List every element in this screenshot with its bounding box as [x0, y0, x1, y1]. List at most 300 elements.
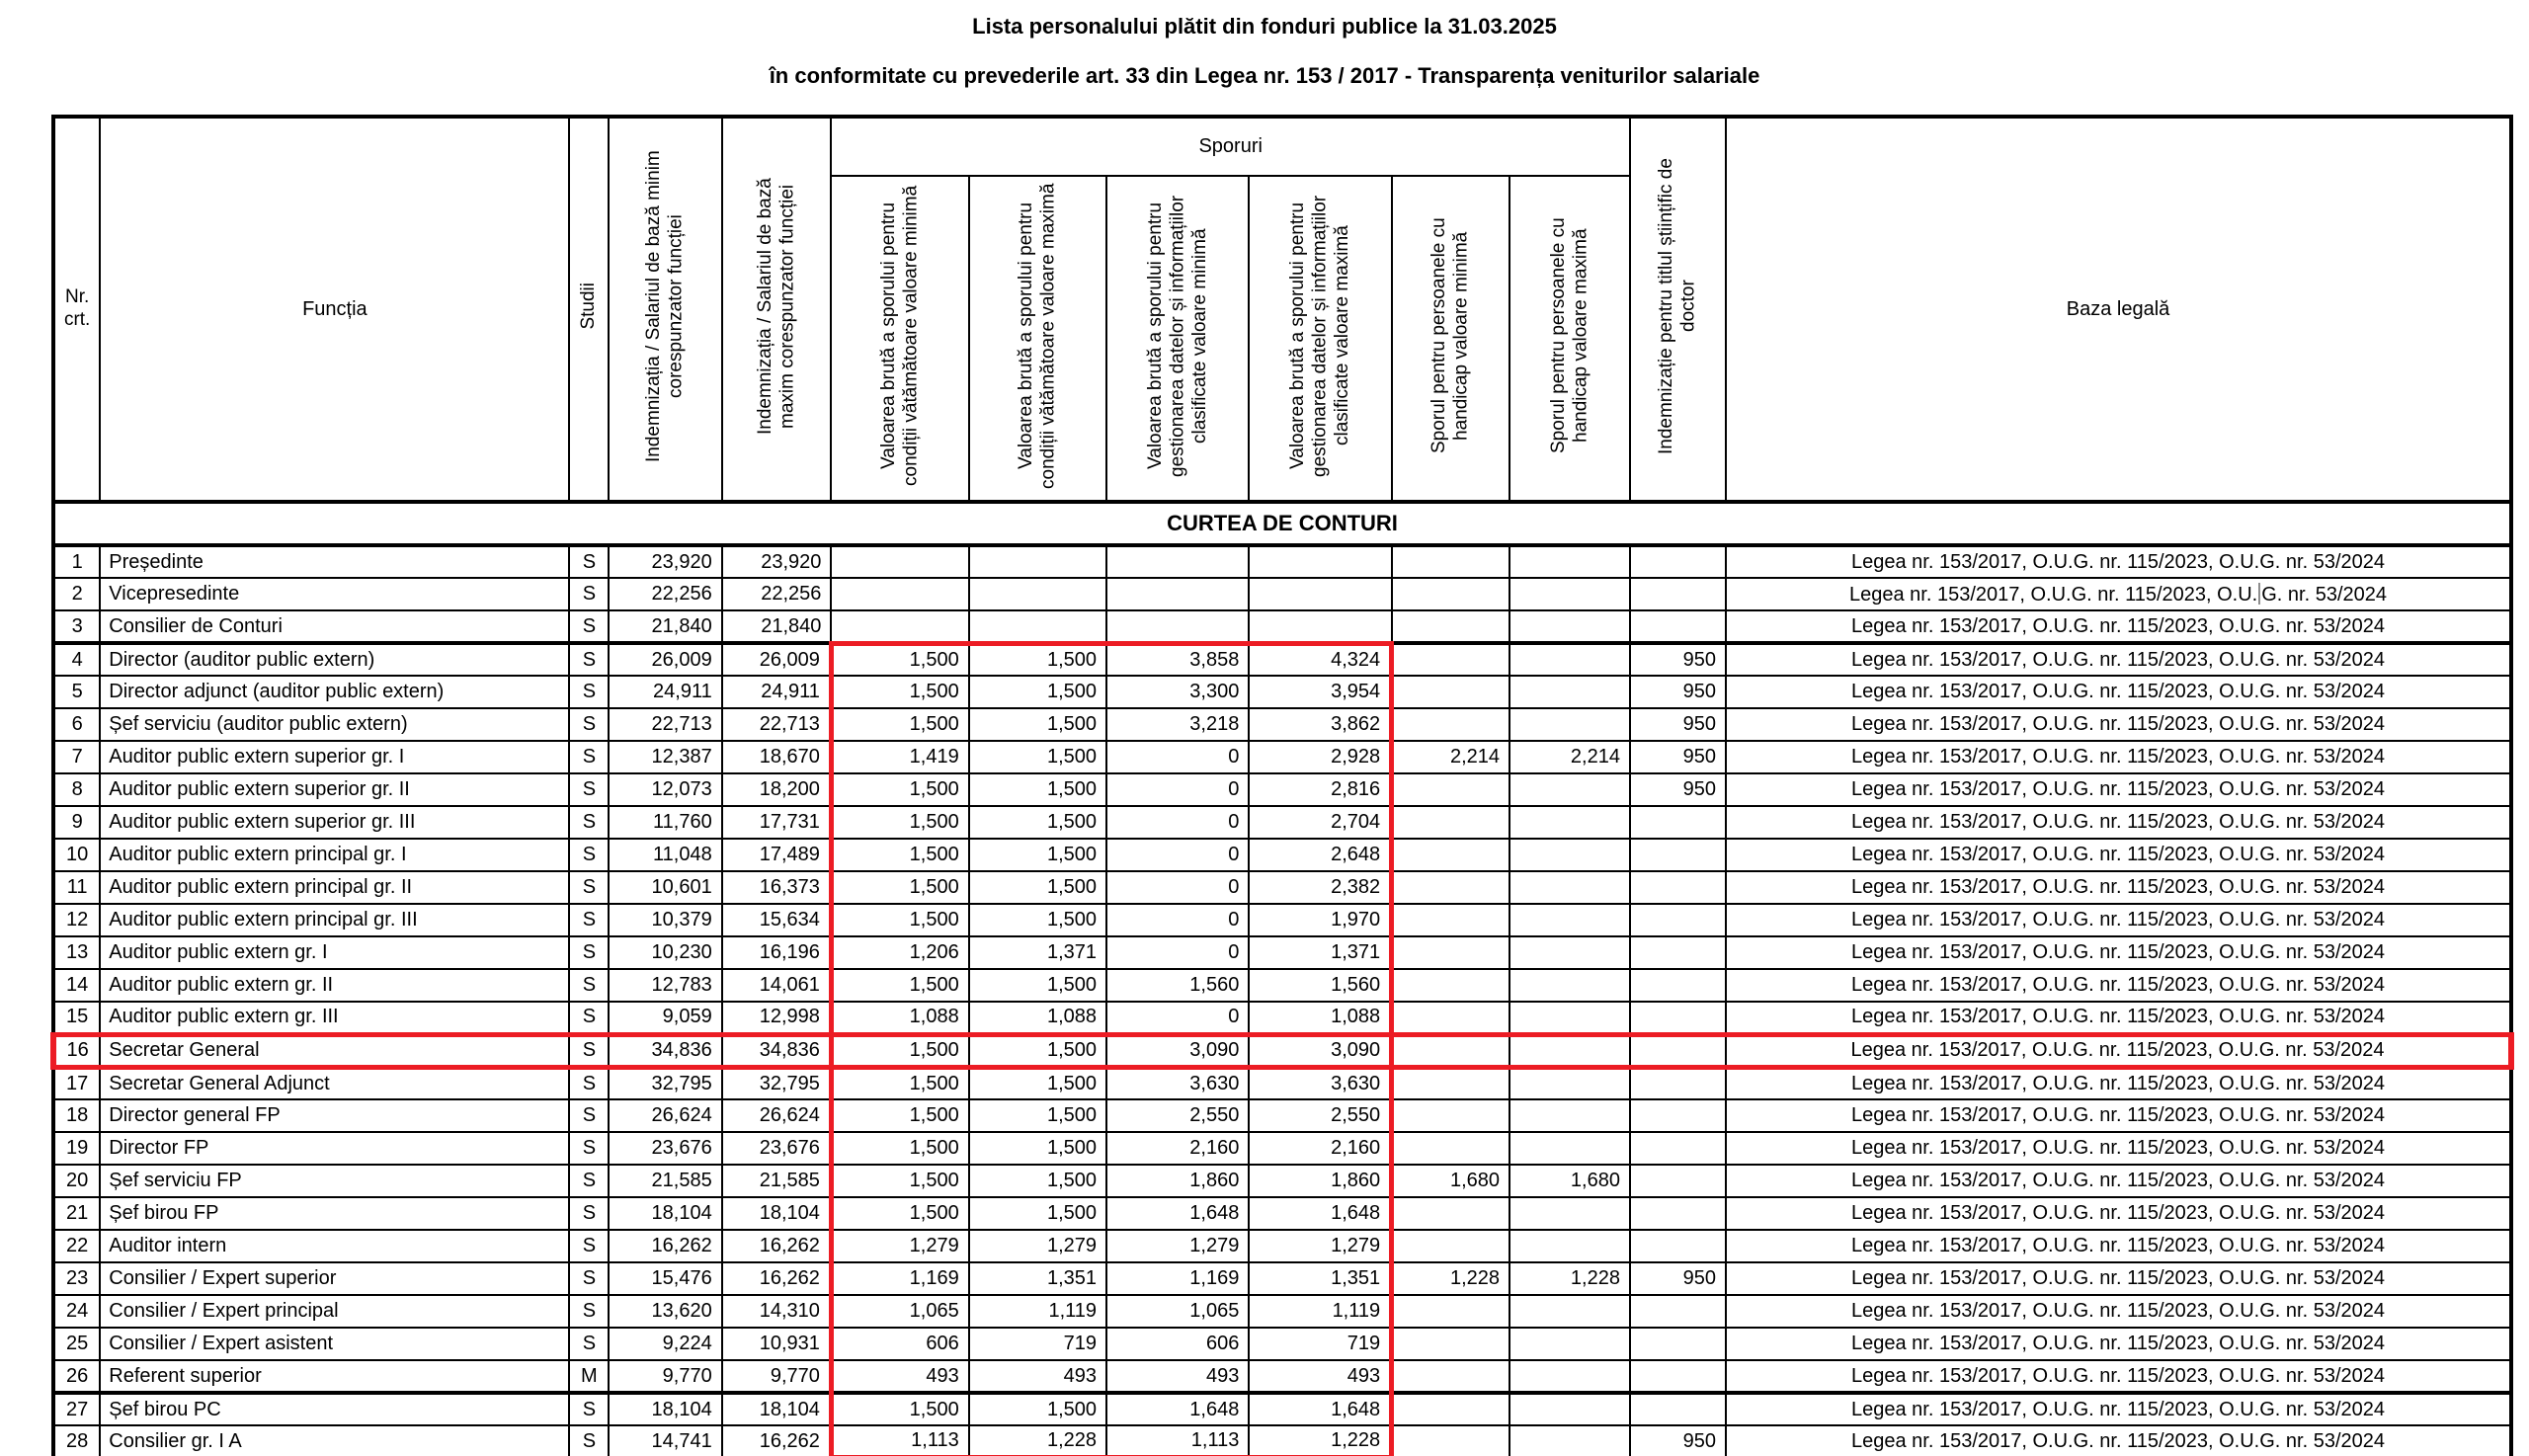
- cell-handicap-max: [1509, 610, 1630, 643]
- cell-min-salary: 10,601: [609, 871, 721, 904]
- cell-spor-gest-max: 1,228: [1249, 1425, 1391, 1456]
- cell-spor-cond-max: 1,500: [969, 839, 1106, 871]
- table-row: [53, 839, 2511, 871]
- cell-nr: 22: [53, 1230, 100, 1262]
- cell-spor-cond-min: 1,500: [831, 1034, 968, 1067]
- cell-handicap-max: [1509, 1034, 1630, 1067]
- cell-handicap-min: [1392, 676, 1509, 708]
- cell-min-salary: 18,104: [609, 1393, 721, 1425]
- cell-spor-cond-min: 1,419: [831, 741, 968, 773]
- cell-studii: S: [569, 545, 609, 578]
- cell-min-salary: 12,387: [609, 741, 721, 773]
- cell-spor-cond-min: 1,500: [831, 969, 968, 1002]
- table-row: [53, 1425, 2511, 1456]
- cell-spor-gest-min: 1,113: [1106, 1425, 1249, 1456]
- cell-spor-cond-max: 1,500: [969, 1034, 1106, 1067]
- cell-studii: S: [569, 1230, 609, 1262]
- cell-functie: Auditor public extern principal gr. II: [100, 871, 569, 904]
- cell-handicap-max: [1509, 1328, 1630, 1360]
- table-row: [53, 676, 2511, 708]
- cell-spor-cond-min: 1,088: [831, 1002, 968, 1034]
- cell-spor-cond-max: [969, 545, 1106, 578]
- cell-min-salary: 9,770: [609, 1360, 721, 1393]
- cell-max-salary: 16,196: [722, 936, 832, 969]
- table-row: [53, 1132, 2511, 1165]
- col-header-spor-cond-min: Valoarea brută a sporului pentru condiții vătămătoare valoare minimă: [831, 176, 968, 502]
- table-row: [53, 741, 2511, 773]
- cell-baza-legala: Legea nr. 153/2017, O.U.G. nr. 115/2023, O.U.G. nr. 53/2024: [1726, 708, 2511, 741]
- cell-baza-legala: Legea nr. 153/2017, O.U.G. nr. 115/2023, O.U.G. nr. 53/2024: [1726, 1197, 2511, 1230]
- cell-doctor: [1630, 904, 1726, 936]
- cell-spor-gest-min: 1,279: [1106, 1230, 1249, 1262]
- cell-functie: Auditor intern: [100, 1230, 569, 1262]
- cell-min-salary: 15,476: [609, 1262, 721, 1295]
- cell-nr: 18: [53, 1099, 100, 1132]
- cell-doctor: [1630, 1132, 1726, 1165]
- cell-spor-gest-min: 0: [1106, 741, 1249, 773]
- cell-studii: S: [569, 1132, 609, 1165]
- header-group-row: [53, 117, 2511, 176]
- cell-studii: S: [569, 741, 609, 773]
- cell-studii: M: [569, 1360, 609, 1393]
- cell-spor-cond-max: [969, 610, 1106, 643]
- cell-spor-cond-max: 1,500: [969, 904, 1106, 936]
- cell-min-salary: 34,836: [609, 1034, 721, 1067]
- cell-handicap-max: [1509, 1425, 1630, 1456]
- cell-nr: 28: [53, 1425, 100, 1456]
- cell-max-salary: 24,911: [722, 676, 832, 708]
- cell-baza-legala: Legea nr. 153/2017, O.U.G. nr. 115/2023, O.U.G. nr. 53/2024: [1726, 1132, 2511, 1165]
- cell-functie: Referent superior: [100, 1360, 569, 1393]
- table-row: [53, 643, 2511, 676]
- table-row: [53, 610, 2511, 643]
- cell-functie: Președinte: [100, 545, 569, 578]
- cell-spor-cond-max: 1,500: [969, 1099, 1106, 1132]
- cell-spor-cond-min: 1,500: [831, 806, 968, 839]
- cell-studii: S: [569, 1067, 609, 1099]
- col-header-spor-gest-max: Valoarea brută a sporului pentru gestionarea datelor și informațiilor clasificate valoare maximă: [1249, 176, 1391, 502]
- cell-spor-gest-min: 1,648: [1106, 1197, 1249, 1230]
- cell-baza-legala: Legea nr. 153/2017, O.U.G. nr. 115/2023, O.U.G. nr. 53/2024: [1726, 1067, 2511, 1099]
- cell-min-salary: 23,676: [609, 1132, 721, 1165]
- col-header-functie: Funcția: [100, 117, 569, 502]
- cell-doctor: 950: [1630, 1262, 1726, 1295]
- cell-doctor: [1630, 1230, 1726, 1262]
- cell-handicap-min: 1,680: [1392, 1165, 1509, 1197]
- cell-studii: S: [569, 1034, 609, 1067]
- cell-spor-cond-max: 1,500: [969, 741, 1106, 773]
- cell-baza-legala: Legea nr. 153/2017, O.U.G. nr. 115/2023, O.U.G. nr. 53/2024: [1726, 1360, 2511, 1393]
- table-row: [53, 1230, 2511, 1262]
- cell-studii: S: [569, 578, 609, 610]
- table-row: [53, 806, 2511, 839]
- cell-spor-gest-max: 2,816: [1249, 773, 1391, 806]
- cell-spor-cond-max: 1,500: [969, 1393, 1106, 1425]
- cell-max-salary: 23,920: [722, 545, 832, 578]
- cell-studii: S: [569, 773, 609, 806]
- cell-handicap-min: [1392, 969, 1509, 1002]
- cell-doctor: [1630, 806, 1726, 839]
- cell-spor-gest-max: 2,704: [1249, 806, 1391, 839]
- cell-spor-cond-max: 1,500: [969, 676, 1106, 708]
- cell-functie: Șef serviciu (auditor public extern): [100, 708, 569, 741]
- cell-max-salary: 26,009: [722, 643, 832, 676]
- cell-doctor: 950: [1630, 643, 1726, 676]
- cell-min-salary: 12,073: [609, 773, 721, 806]
- cell-handicap-min: [1392, 610, 1509, 643]
- text-caret-artifact: [2258, 583, 2260, 605]
- cell-spor-gest-min: [1106, 610, 1249, 643]
- cell-baza-legala: Legea nr. 153/2017, O.U.G. nr. 115/2023, O.U.G. nr. 53/2024: [1726, 1099, 2511, 1132]
- cell-spor-gest-min: 1,648: [1106, 1393, 1249, 1425]
- cell-spor-gest-max: 2,928: [1249, 741, 1391, 773]
- cell-max-salary: 21,840: [722, 610, 832, 643]
- cell-handicap-max: [1509, 1393, 1630, 1425]
- cell-spor-gest-min: [1106, 578, 1249, 610]
- cell-spor-gest-max: [1249, 545, 1391, 578]
- cell-studii: S: [569, 708, 609, 741]
- cell-studii: S: [569, 1328, 609, 1360]
- cell-max-salary: 18,670: [722, 741, 832, 773]
- cell-nr: 23: [53, 1262, 100, 1295]
- cell-spor-gest-min: 2,160: [1106, 1132, 1249, 1165]
- cell-spor-gest-min: 0: [1106, 904, 1249, 936]
- cell-max-salary: 14,061: [722, 969, 832, 1002]
- cell-handicap-max: [1509, 806, 1630, 839]
- cell-max-salary: 15,634: [722, 904, 832, 936]
- cell-spor-cond-min: 1,500: [831, 871, 968, 904]
- col-header-min-salary: Indemnizația / Salariul de bază minim corespunzator funcției: [609, 117, 721, 502]
- cell-handicap-max: [1509, 1197, 1630, 1230]
- cell-min-salary: 32,795: [609, 1067, 721, 1099]
- cell-spor-cond-min: 1,500: [831, 1099, 968, 1132]
- cell-min-salary: 18,104: [609, 1197, 721, 1230]
- cell-max-salary: 23,676: [722, 1132, 832, 1165]
- cell-studii: S: [569, 1393, 609, 1425]
- table-row: [53, 1295, 2511, 1328]
- cell-spor-cond-min: 1,279: [831, 1230, 968, 1262]
- cell-spor-gest-max: 1,119: [1249, 1295, 1391, 1328]
- cell-nr: 17: [53, 1067, 100, 1099]
- cell-baza-legala: Legea nr. 153/2017, O.U.G. nr. 115/2023, O.U.G. nr. 53/2024: [1726, 1165, 2511, 1197]
- cell-studii: S: [569, 1165, 609, 1197]
- cell-spor-gest-min: 0: [1106, 1002, 1249, 1034]
- cell-doctor: [1630, 969, 1726, 1002]
- cell-handicap-max: 2,214: [1509, 741, 1630, 773]
- cell-handicap-max: [1509, 773, 1630, 806]
- cell-nr: 24: [53, 1295, 100, 1328]
- cell-handicap-min: [1392, 708, 1509, 741]
- cell-handicap-max: [1509, 1295, 1630, 1328]
- cell-doctor: [1630, 578, 1726, 610]
- cell-max-salary: 16,262: [722, 1262, 832, 1295]
- cell-spor-gest-max: 1,560: [1249, 969, 1391, 1002]
- cell-handicap-min: [1392, 1034, 1509, 1067]
- cell-studii: S: [569, 904, 609, 936]
- cell-handicap-min: [1392, 578, 1509, 610]
- cell-functie: Director adjunct (auditor public extern): [100, 676, 569, 708]
- cell-nr: 6: [53, 708, 100, 741]
- cell-spor-cond-max: 1,279: [969, 1230, 1106, 1262]
- cell-functie: Consilier / Expert asistent: [100, 1328, 569, 1360]
- cell-functie: Director (auditor public extern): [100, 643, 569, 676]
- cell-spor-gest-max: 3,954: [1249, 676, 1391, 708]
- cell-spor-cond-min: 1,500: [831, 1165, 968, 1197]
- cell-doctor: 950: [1630, 1425, 1726, 1456]
- table-row: [53, 871, 2511, 904]
- cell-min-salary: 11,048: [609, 839, 721, 871]
- cell-spor-cond-min: 1,500: [831, 1197, 968, 1230]
- cell-max-salary: 18,200: [722, 773, 832, 806]
- cell-handicap-max: 1,680: [1509, 1165, 1630, 1197]
- cell-baza-legala: Legea nr. 153/2017, O.U.G. nr. 115/2023, O.U.G. nr. 53/2024: [1726, 1262, 2511, 1295]
- salary-table: [50, 115, 2514, 1456]
- cell-doctor: [1630, 1067, 1726, 1099]
- cell-min-salary: 10,230: [609, 936, 721, 969]
- section-header-row: [53, 502, 2511, 545]
- table-row: [53, 578, 2511, 610]
- cell-doctor: [1630, 839, 1726, 871]
- cell-spor-cond-max: 1,500: [969, 969, 1106, 1002]
- cell-handicap-min: [1392, 1230, 1509, 1262]
- cell-studii: S: [569, 806, 609, 839]
- cell-baza-legala: Legea nr. 153/2017, O.U.G. nr. 115/2023, O.U.G. nr. 53/2024: [1726, 741, 2511, 773]
- cell-studii: S: [569, 871, 609, 904]
- cell-doctor: 950: [1630, 773, 1726, 806]
- cell-baza-legala: Legea nr. 153/2017, O.U.G. nr. 115/2023, O.U.G. nr. 53/2024: [1726, 1328, 2511, 1360]
- cell-spor-cond-max: 1,119: [969, 1295, 1106, 1328]
- cell-handicap-min: [1392, 936, 1509, 969]
- cell-studii: S: [569, 1425, 609, 1456]
- cell-spor-cond-max: 1,228: [969, 1425, 1106, 1456]
- table-row: [53, 1165, 2511, 1197]
- col-header-studii: Studii: [569, 117, 609, 502]
- cell-nr: 21: [53, 1197, 100, 1230]
- cell-spor-gest-min: 1,169: [1106, 1262, 1249, 1295]
- col-header-nr: Nr. crt.: [53, 117, 100, 502]
- cell-nr: 2: [53, 578, 100, 610]
- cell-spor-cond-min: 1,500: [831, 1132, 968, 1165]
- cell-handicap-min: [1392, 1067, 1509, 1099]
- cell-spor-gest-max: 2,382: [1249, 871, 1391, 904]
- cell-spor-cond-max: 1,371: [969, 936, 1106, 969]
- cell-handicap-max: [1509, 643, 1630, 676]
- table-row: [53, 545, 2511, 578]
- cell-spor-gest-max: 1,860: [1249, 1165, 1391, 1197]
- cell-functie: Auditor public extern gr. I: [100, 936, 569, 969]
- document-title: Lista personalului plătit din fonduri publice la 31.03.2025: [972, 14, 1557, 39]
- cell-spor-cond-min: 1,500: [831, 773, 968, 806]
- cell-handicap-max: [1509, 1132, 1630, 1165]
- cell-spor-cond-max: 1,088: [969, 1002, 1106, 1034]
- cell-doctor: [1630, 1002, 1726, 1034]
- cell-handicap-max: [1509, 969, 1630, 1002]
- table-row: [53, 1360, 2511, 1393]
- cell-spor-gest-min: [1106, 545, 1249, 578]
- cell-spor-gest-max: 1,371: [1249, 936, 1391, 969]
- cell-nr: 14: [53, 969, 100, 1002]
- cell-handicap-min: [1392, 904, 1509, 936]
- cell-functie: Auditor public extern superior gr. II: [100, 773, 569, 806]
- cell-spor-cond-min: [831, 610, 968, 643]
- cell-min-salary: 9,059: [609, 1002, 721, 1034]
- cell-spor-cond-min: [831, 545, 968, 578]
- cell-handicap-min: [1392, 1197, 1509, 1230]
- cell-handicap-min: [1392, 1002, 1509, 1034]
- cell-max-salary: 32,795: [722, 1067, 832, 1099]
- cell-baza-legala: Legea nr. 153/2017, O.U.G. nr. 115/2023, O.U.G. nr. 53/2024: [1726, 1295, 2511, 1328]
- cell-spor-cond-min: 493: [831, 1360, 968, 1393]
- cell-spor-gest-min: 2,550: [1106, 1099, 1249, 1132]
- col-header-handicap-min: Sporul pentru persoanele cu handicap valoare minimă: [1392, 176, 1509, 502]
- section-title: CURTEA DE CONTURI: [53, 502, 2511, 545]
- cell-handicap-max: [1509, 708, 1630, 741]
- document-subtitle: în conformitate cu prevederile art. 33 din Legea nr. 153 / 2017 - Transparența veniturilor salariale: [769, 63, 1760, 88]
- cell-functie: Auditor public extern principal gr. III: [100, 904, 569, 936]
- cell-studii: S: [569, 643, 609, 676]
- cell-min-salary: 9,224: [609, 1328, 721, 1360]
- cell-min-salary: 16,262: [609, 1230, 721, 1262]
- cell-spor-gest-min: 493: [1106, 1360, 1249, 1393]
- cell-doctor: [1630, 610, 1726, 643]
- table-row: [53, 708, 2511, 741]
- cell-baza-legala: Legea nr. 153/2017, O.U.G. nr. 115/2023, O.U.G. nr. 53/2024: [1726, 1425, 2511, 1456]
- cell-baza-legala: Legea nr. 153/2017, O.U.G. nr. 115/2023, O.U.G. nr. 53/2024: [1726, 839, 2511, 871]
- cell-functie: Secretar General Adjunct: [100, 1067, 569, 1099]
- cell-spor-gest-max: 1,351: [1249, 1262, 1391, 1295]
- cell-spor-gest-max: [1249, 610, 1391, 643]
- cell-functie: Director FP: [100, 1132, 569, 1165]
- cell-min-salary: 22,256: [609, 578, 721, 610]
- cell-handicap-max: [1509, 839, 1630, 871]
- cell-spor-gest-min: 3,090: [1106, 1034, 1249, 1067]
- cell-handicap-max: 1,228: [1509, 1262, 1630, 1295]
- cell-doctor: 950: [1630, 676, 1726, 708]
- cell-max-salary: 22,256: [722, 578, 832, 610]
- cell-handicap-max: [1509, 1067, 1630, 1099]
- table-row: [53, 1002, 2511, 1034]
- cell-nr: 7: [53, 741, 100, 773]
- cell-handicap-min: [1392, 1099, 1509, 1132]
- table-row: [53, 936, 2511, 969]
- cell-spor-gest-max: 2,160: [1249, 1132, 1391, 1165]
- cell-spor-gest-max: 3,090: [1249, 1034, 1391, 1067]
- cell-spor-cond-max: 1,500: [969, 1132, 1106, 1165]
- cell-doctor: [1630, 1034, 1726, 1067]
- cell-baza-legala: Legea nr. 153/2017, O.U.G. nr. 115/2023, O.U.G. nr. 53/2024: [1726, 1393, 2511, 1425]
- cell-spor-cond-min: 1,206: [831, 936, 968, 969]
- cell-functie: Auditor public extern gr. II: [100, 969, 569, 1002]
- cell-spor-gest-min: 606: [1106, 1328, 1249, 1360]
- cell-nr: 9: [53, 806, 100, 839]
- col-header-max-salary: Indemnizația / Salariul de bază maxim corespunzator funcției: [722, 117, 832, 502]
- cell-handicap-max: [1509, 1360, 1630, 1393]
- table-row: [53, 773, 2511, 806]
- cell-handicap-max: [1509, 545, 1630, 578]
- cell-handicap-min: [1392, 839, 1509, 871]
- cell-min-salary: 14,741: [609, 1425, 721, 1456]
- cell-spor-gest-max: 1,648: [1249, 1197, 1391, 1230]
- cell-spor-cond-max: 1,500: [969, 871, 1106, 904]
- table-row: [53, 1067, 2511, 1099]
- cell-handicap-min: [1392, 1393, 1509, 1425]
- cell-spor-cond-max: 1,500: [969, 708, 1106, 741]
- cell-handicap-min: [1392, 1295, 1509, 1328]
- cell-baza-legala: Legea nr. 153/2017, O.U.G. nr. 115/2023, O.U.G. nr. 53/2024: [1726, 1034, 2511, 1067]
- cell-spor-cond-max: 1,500: [969, 1165, 1106, 1197]
- cell-functie: Auditor public extern gr. III: [100, 1002, 569, 1034]
- cell-max-salary: 16,373: [722, 871, 832, 904]
- table-row: [53, 969, 2511, 1002]
- cell-studii: S: [569, 1197, 609, 1230]
- cell-spor-cond-max: 1,500: [969, 1197, 1106, 1230]
- cell-doctor: [1630, 1295, 1726, 1328]
- cell-functie: Auditor public extern superior gr. I: [100, 741, 569, 773]
- cell-studii: S: [569, 969, 609, 1002]
- cell-spor-cond-min: 1,169: [831, 1262, 968, 1295]
- cell-nr: 16: [53, 1034, 100, 1067]
- cell-spor-gest-min: 1,560: [1106, 969, 1249, 1002]
- cell-functie: Secretar General: [100, 1034, 569, 1067]
- cell-functie: Șef birou FP: [100, 1197, 569, 1230]
- cell-studii: S: [569, 936, 609, 969]
- cell-functie: Director general FP: [100, 1099, 569, 1132]
- cell-spor-cond-min: 1,500: [831, 839, 968, 871]
- cell-nr: 12: [53, 904, 100, 936]
- cell-nr: 8: [53, 773, 100, 806]
- cell-min-salary: 21,840: [609, 610, 721, 643]
- cell-handicap-min: [1392, 1360, 1509, 1393]
- table-row: [53, 904, 2511, 936]
- cell-studii: S: [569, 839, 609, 871]
- cell-functie: Consilier / Expert superior: [100, 1262, 569, 1295]
- cell-baza-legala: Legea nr. 153/2017, O.U.G. nr. 115/2023, O.U.G. nr. 53/2024: [1726, 904, 2511, 936]
- cell-doctor: [1630, 871, 1726, 904]
- table-row: [53, 1328, 2511, 1360]
- cell-spor-gest-min: 3,300: [1106, 676, 1249, 708]
- cell-spor-gest-min: 3,858: [1106, 643, 1249, 676]
- cell-handicap-min: [1392, 545, 1509, 578]
- cell-max-salary: 18,104: [722, 1393, 832, 1425]
- cell-max-salary: 22,713: [722, 708, 832, 741]
- cell-spor-gest-max: 493: [1249, 1360, 1391, 1393]
- cell-min-salary: 21,585: [609, 1165, 721, 1197]
- cell-max-salary: 17,731: [722, 806, 832, 839]
- cell-max-salary: 16,262: [722, 1425, 832, 1456]
- cell-nr: 25: [53, 1328, 100, 1360]
- cell-min-salary: 24,911: [609, 676, 721, 708]
- cell-nr: 26: [53, 1360, 100, 1393]
- cell-max-salary: 10,931: [722, 1328, 832, 1360]
- cell-spor-gest-min: 3,630: [1106, 1067, 1249, 1099]
- cell-spor-cond-min: 1,500: [831, 1393, 968, 1425]
- cell-spor-gest-min: 0: [1106, 839, 1249, 871]
- cell-baza-legala: Legea nr. 153/2017, O.U.G. nr. 115/2023, O.U.G. nr. 53/2024: [1726, 610, 2511, 643]
- cell-baza-legala: Legea nr. 153/2017, O.U.G. nr. 115/2023, O.U.G. nr. 53/2024: [1726, 773, 2511, 806]
- cell-nr: 15: [53, 1002, 100, 1034]
- cell-spor-cond-max: 1,500: [969, 643, 1106, 676]
- cell-functie: Auditor public extern superior gr. III: [100, 806, 569, 839]
- cell-handicap-max: [1509, 871, 1630, 904]
- cell-max-salary: 17,489: [722, 839, 832, 871]
- cell-spor-gest-max: 2,648: [1249, 839, 1391, 871]
- table-row: [53, 1099, 2511, 1132]
- table-row: [53, 1393, 2511, 1425]
- col-header-baza-legala: Baza legală: [1726, 117, 2511, 502]
- cell-min-salary: 26,009: [609, 643, 721, 676]
- cell-doctor: [1630, 545, 1726, 578]
- cell-min-salary: 12,783: [609, 969, 721, 1002]
